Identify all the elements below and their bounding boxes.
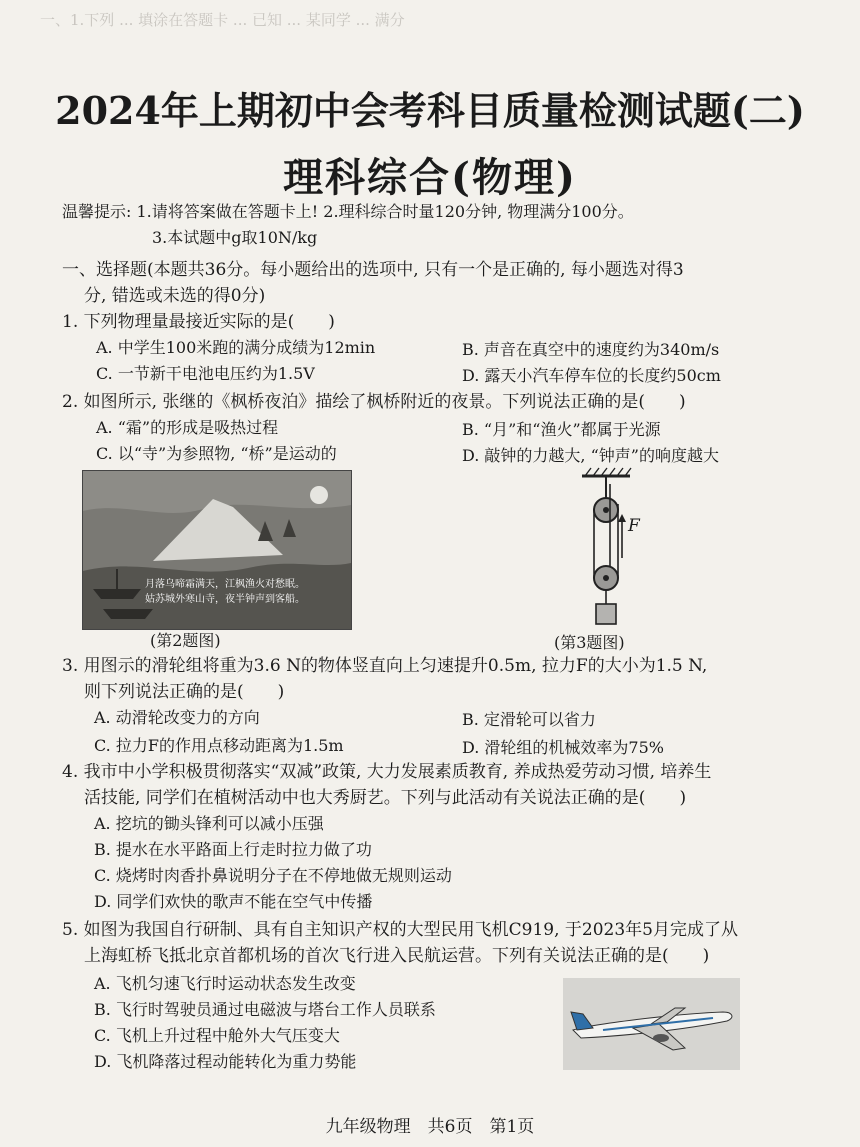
q1-option-c: C. 一节新干电池电压约为1.5V	[96, 364, 315, 383]
q5-stem-line-1: 5. 如图为我国自行研制、具有自主知识产权的大型民用飞机C919, 于2023年5月完成了从	[62, 920, 738, 940]
q4-option-c: C. 烧烤时肉香扑鼻说明分子在不停地做无规则运动	[94, 866, 452, 885]
q3-option-b: B. 定滑轮可以省力	[462, 710, 596, 729]
q4-stem-line-2: 活技能, 同学们在植树活动中也大秀厨艺。下列与此活动有关说法正确的是( )	[84, 788, 687, 808]
q3-stem-line-2: 则下列说法正确的是( )	[84, 682, 285, 702]
exam-title: 2024年上期初中会考科目质量检测试题(二)	[55, 88, 805, 133]
q2-figure-caption: (第2题图)	[150, 631, 221, 650]
tips-line-2: 3.本试题中g取10N/kg	[152, 228, 318, 247]
tips-line-1: 温馨提示: 1.请将答案做在答题卡上! 2.理科综合时量120分钟, 物理满分100分。	[62, 202, 634, 221]
q1-stem: 1. 下列物理量最接近实际的是( )	[62, 312, 335, 332]
q3-stem-line-1: 3. 用图示的滑轮组将重为3.6 N的物体竖直向上匀速提升0.5m, 拉力F的大小为1.5 N,	[62, 656, 708, 676]
q4-stem-line-1: 4. 我市中小学积极贯彻落实“双减”政策, 大力发展素质教育, 养成热爱劳动习惯, 培养生	[62, 762, 712, 782]
q1-option-d: D. 露天小汽车停车位的长度约50cm	[462, 366, 721, 385]
q1-option-a: A. 中学生100米跑的满分成绩为12min	[96, 338, 376, 357]
q2-option-d: D. 敲钟的力越大, “钟声”的响度越大	[462, 446, 719, 465]
q2-option-b: B. “月”和“渔火”都属于光源	[462, 420, 661, 439]
poem-text	[145, 577, 305, 607]
q4-option-b: B. 提水在水平路面上行走时拉力做了功	[94, 840, 372, 859]
q5-airplane-image	[563, 978, 740, 1070]
poem-line-1: 月落乌啼霜满天，江枫渔火对愁眠。	[145, 579, 305, 590]
q5-option-b: B. 飞行时驾驶员通过电磁波与塔台工作人员联系	[94, 1000, 436, 1019]
q2-stem: 2. 如图所示, 张继的《枫桥夜泊》描绘了枫桥附近的夜景。下列说法正确的是( )	[62, 392, 686, 412]
q5-option-c: C. 飞机上升过程中舱外大气压变大	[94, 1026, 340, 1045]
q2-option-a: A. “霜”的形成是吸热过程	[96, 418, 279, 437]
airplane-illustration	[563, 978, 740, 1070]
q3-figure-caption: (第3题图)	[554, 633, 625, 652]
bleed-through-text: 一、1.下列 ... 填涂在答题卡 ... 已知 ... 某同学 ... 满分	[40, 11, 405, 29]
q3-option-d: D. 滑轮组的机械效率为75%	[462, 738, 664, 757]
exam-subtitle: 理科综合(物理)	[283, 154, 577, 201]
q4-option-a: A. 挖坑的锄头锋利可以减小压强	[94, 814, 324, 833]
poem-line-2: 姑苏城外寒山寺，夜半钟声到客船。	[145, 594, 305, 605]
section-header-line-2: 分, 错选或未选的得0分)	[84, 286, 266, 306]
q5-option-d: D. 飞机降落过程动能转化为重力势能	[94, 1052, 357, 1071]
q3-option-a: A. 动滑轮改变力的方向	[94, 708, 260, 727]
page-footer: 九年级物理 共6页 第1页	[325, 1117, 535, 1137]
q4-option-d: D. 同学们欢快的歌声不能在空气中传播	[94, 892, 373, 911]
section-header-line-1: 一、选择题(本题共36分。每小题给出的选项中, 只有一个是正确的, 每小题选对得3	[62, 260, 684, 280]
q5-option-a: A. 飞机匀速飞行时运动状态发生改变	[94, 974, 356, 993]
q2-option-c: C. 以“寺”为参照物, “桥”是运动的	[96, 444, 337, 463]
q2-figure-image	[82, 470, 352, 630]
q3-option-c: C. 拉力F的作用点移动距离为1.5m	[94, 736, 344, 755]
force-label-F: F	[628, 516, 640, 536]
q5-stem-line-2: 上海虹桥飞抵北京首都机场的首次飞行进入民航运营。下列有关说法正确的是( )	[84, 946, 710, 966]
q1-option-b: B. 声音在真空中的速度约为340m/s	[462, 340, 720, 359]
pulley-system-diagram	[560, 462, 670, 632]
